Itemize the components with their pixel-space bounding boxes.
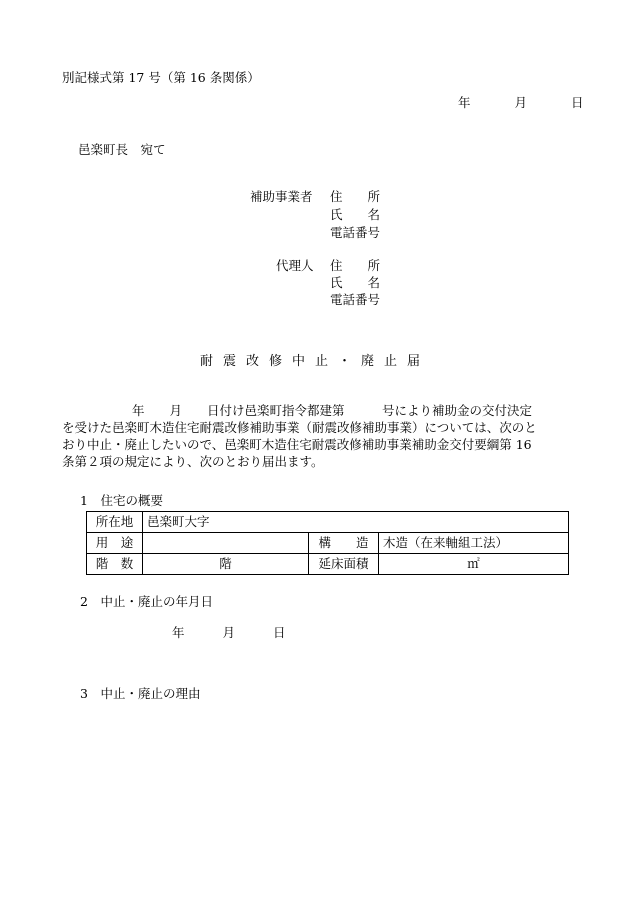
- submission-date: [458, 97, 583, 110]
- cancel-day: 日: [272, 625, 286, 640]
- date-year: 年: [458, 95, 471, 110]
- cancel-year: 年: [172, 625, 185, 640]
- structure-value: 木造（在来軸組工法）: [379, 533, 569, 554]
- addressee: 邑楽町長 宛て: [78, 142, 166, 157]
- table-row: [87, 533, 569, 554]
- usage-value: [143, 533, 309, 554]
- table-row: [87, 512, 569, 533]
- location-label: 所在地: [87, 512, 143, 533]
- section-2-heading: 2 中止・廃止の年月日: [80, 594, 213, 609]
- housing-overview-table: [86, 511, 569, 575]
- body-line-2: を受けた邑楽町木造住宅耐震改修補助事業（耐震改修補助事業）については、次のと: [62, 420, 537, 435]
- agent-name-label: 氏 名: [330, 275, 381, 290]
- floor-area-label: 延床面積: [309, 554, 379, 575]
- agent-phone-label: 電話番号: [330, 292, 381, 307]
- applicant-address-label: 住 所: [330, 189, 381, 204]
- body-line-1: 年 月 日付け邑楽町指令都建第 号により補助金の交付決定: [132, 403, 533, 418]
- body-line-3: おり中止・廃止したいので、邑楽町木造住宅耐震改修補助事業補助金交付要綱第 16: [62, 437, 532, 452]
- body-paragraph: [62, 402, 567, 470]
- applicant-phone-label: 電話番号: [330, 225, 381, 240]
- section-3-heading: 3 中止・廃止の理由: [80, 686, 201, 701]
- floor-area-value: ㎡: [379, 554, 569, 575]
- document-title: 耐震改修中止・廃止届: [199, 354, 430, 369]
- structure-label: 構 造: [309, 533, 379, 554]
- section-1-heading: 1 住宅の概要: [80, 493, 163, 508]
- date-day: 日: [570, 95, 584, 110]
- agent-address-label: 住 所: [330, 258, 381, 273]
- floors-value: 階: [143, 554, 309, 575]
- applicant-name-label: 氏 名: [330, 207, 381, 222]
- table-row: [87, 554, 569, 575]
- date-month: 月: [514, 95, 527, 110]
- agent-role-label: 代理人: [276, 258, 314, 273]
- floors-label: 階 数: [87, 554, 143, 575]
- location-value: 邑楽町大字: [143, 512, 569, 533]
- usage-label: 用 途: [87, 533, 143, 554]
- form-identifier: 別記様式第 17 号（第 16 条関係）: [62, 70, 260, 85]
- cancellation-date: [172, 627, 285, 640]
- cancel-month: 月: [222, 625, 235, 640]
- applicant-role-label: 補助事業者: [250, 189, 313, 204]
- body-line-4: 条第２項の規定により、次のとおり届出ます。: [62, 454, 324, 469]
